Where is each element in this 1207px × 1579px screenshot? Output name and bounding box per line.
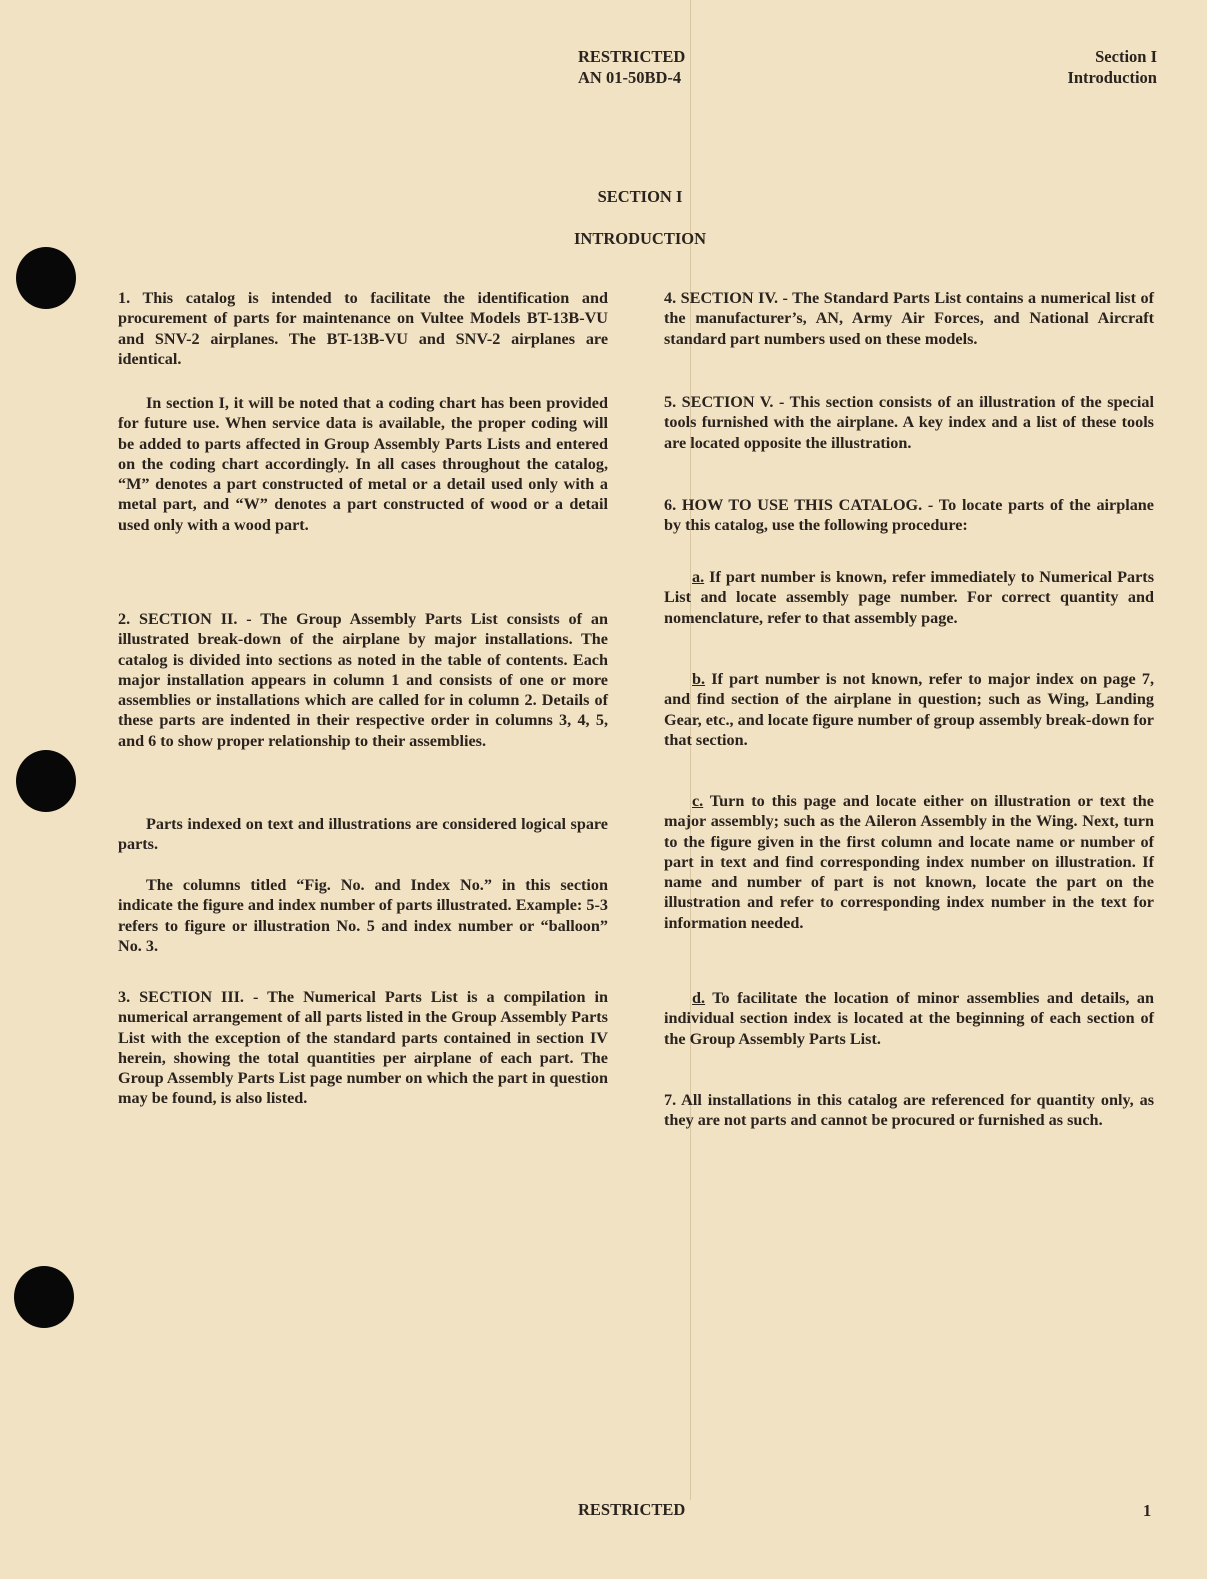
paragraph-4: 4. SECTION IV. - The Standard Parts List contains a numerical list of the manufacturer’s, AN, Army Air Forces, and National Aircraft standard part numbers used on these models. — [664, 289, 1154, 348]
step-text: Turn to this page and locate either on illustration or text the major assembly; such as the Aileron Assembly in the Wing. Next, turn to the figure given in the first column and locate name or number of part in text and find corresponding index number on illustration. If name and number of part is not known, locate the part on the illustration and refer to corresponding index number in the text for information needed. — [664, 792, 1154, 932]
section-title: Introduction — [1067, 68, 1157, 87]
punch-hole — [14, 1266, 74, 1328]
section-heading: SECTION I — [597, 187, 683, 206]
punch-hole — [16, 247, 76, 309]
header-center — [578, 46, 685, 88]
intro-heading: INTRODUCTION — [573, 229, 707, 248]
doc-number: AN 01-50BD-4 — [578, 68, 682, 87]
step-letter: d. — [692, 989, 706, 1007]
step-c — [664, 791, 1154, 933]
paragraph-5: 5. SECTION V. - This section consists of an illustration of the special tools furnished with the airplane. A key index and a list of these tools are located opposite the illustration. — [664, 393, 1154, 452]
section-label: Section I — [1095, 47, 1157, 66]
step-letter: c. — [692, 792, 704, 810]
step-d — [664, 988, 1154, 1049]
paragraph-spares: Parts indexed on text and illustrations are considered logical spare parts. — [118, 815, 608, 854]
step-letter: a. — [692, 568, 705, 586]
step-b — [664, 669, 1154, 750]
paragraph-6: 6. HOW TO USE THIS CATALOG. - To locate parts of the airplane by this catalog, use the following procedure: — [664, 496, 1154, 535]
paragraph-coding: In section I, it will be noted that a coding chart has been provided for future use. When service data is available, the proper coding will be added to parts affected in Group Assembly Parts Lists and entered on the coding chart accordingly. In all cases throughout the catalog, “M” denotes a part constructed of metal or a detail used only with a metal part, and “W” denotes a part constructed of wood or a detail used only with a wood part. — [118, 394, 608, 534]
step-letter: b. — [692, 670, 706, 688]
step-text: If part number is known, refer immediately to Numerical Parts List and locate assembly page number. For correct quantity and nomenclature, refer to that assembly page. — [664, 568, 1154, 627]
footer-classification: RESTRICTED — [578, 1500, 686, 1519]
classification: RESTRICTED — [578, 47, 686, 66]
paragraph-columns: The columns titled “Fig. No. and Index No.” in this section indicate the figure and index number of parts illustrated. Example: 5-3 refers to figure or illustration No. 5 and index number or “balloon” No. 3. — [118, 876, 608, 955]
page-number: 1 — [1143, 1501, 1152, 1520]
paragraph-1: 1. This catalog is intended to facilitate the identification and procurement of parts for maintenance on Vultee Models BT-13B-VU and SNV-2 airplanes. The BT-13B-VU and SNV-2 airplanes are identical. — [118, 289, 608, 368]
paragraph-3: 3. SECTION III. - The Numerical Parts List is a compilation in numerical arrangement of all parts listed in the Group Assembly Parts List with the exception of the standard parts contained in section IV herein, showing the total quantities per airplane of each part. The Group Assembly Parts List page number on which the part in question may be found, is also listed. — [118, 988, 608, 1108]
step-text: To facilitate the location of minor assemblies and details, an individual section index is located at the beginning of each section of the Group Assembly Parts List. — [664, 989, 1154, 1048]
step-a — [664, 567, 1154, 628]
paragraph-7: 7. All installations in this catalog are referenced for quantity only, as they are not parts and cannot be procured or furnished as such. — [664, 1091, 1154, 1130]
punch-hole — [16, 750, 76, 812]
paragraph-2: 2. SECTION II. - The Group Assembly Parts List consists of an illustrated break-down of the airplane by major installations. The catalog is divided into sections as noted in the table of contents. Each major installation appears in column 1 and consists of one or more assemblies or installations which are called for in column 2. Details of these parts are indented in their respective order in columns 3, 4, 5, and 6 to show proper relationship to their assemblies. — [118, 610, 608, 750]
step-text: If part number is not known, refer to major index on page 7, and find section of the airplane in question; such as Wing, Landing Gear, etc., and locate figure number of group assembly break-down for that section. — [664, 670, 1154, 749]
header-right — [1067, 46, 1157, 88]
